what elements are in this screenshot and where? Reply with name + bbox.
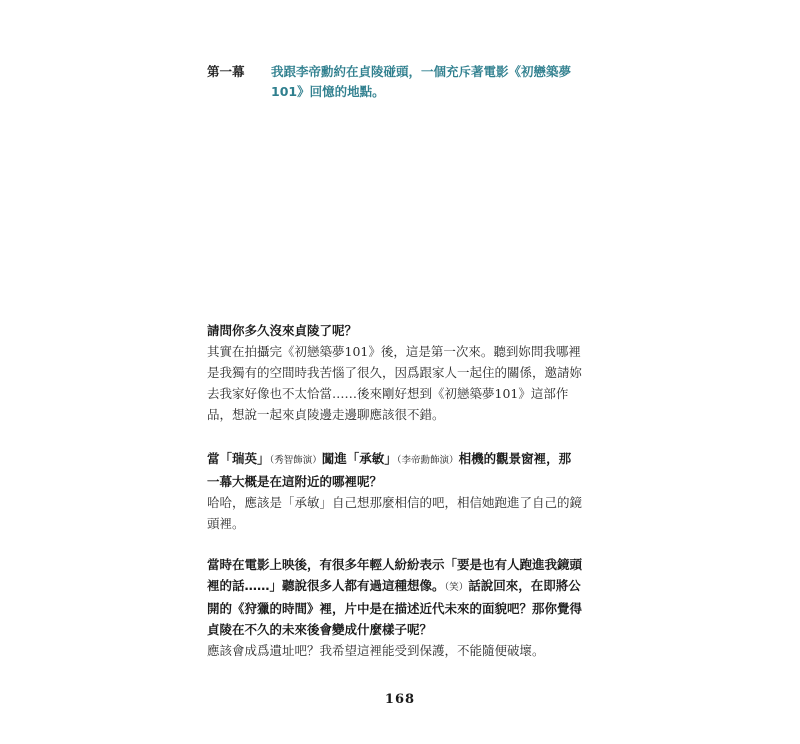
chapter-label: 第一幕 (207, 64, 245, 79)
qa-block-3 (207, 554, 582, 661)
question-2-part-2: 闖進「承敏」 (321, 451, 397, 466)
answer-3: 應該會成爲遺址吧？我希望這裡能受到保護，不能隨便破壞。 (207, 643, 545, 658)
question-2-note-1: （秀智飾演） (269, 455, 322, 466)
question-3-part-2: 話說回來，在即將公開的《狩獵的時間》裡，片中是在描述近代未來的面貌吧？那你覺得貞陵在不久的未來後會變成什麼樣子呢？ (207, 578, 583, 637)
question-3-note: （笑） (444, 582, 469, 593)
qa-block-2 (207, 448, 582, 534)
chapter-title: 我跟李帝勳約在貞陵碰頭，一個充斥著電影《初戀築夢101》回憶的地點。 (271, 64, 572, 99)
page-number: 168 (384, 692, 416, 707)
answer-2: 哈哈，應該是「承敏」自己想那麼相信的吧，相信她跑進了自己的鏡頭裡。 (207, 495, 583, 531)
chapter-header (207, 62, 607, 102)
question-3 (207, 554, 582, 640)
question-2-note-2: （李帝勳飾演） (396, 455, 459, 466)
question-2-part-3: 相機的觀景窗裡，那一幕大概是在這附近的哪裡呢？ (207, 451, 572, 489)
qa-block-1 (207, 320, 582, 425)
question-3-part-1: 當時在電影上映後，有很多年輕人紛紛表示「要是也有人跑進我鏡頭裡的話……」聽說很多人都有過這種想像。 (207, 557, 583, 593)
question-2-part-1: 當「瑞英」 (207, 451, 270, 466)
question-2 (207, 448, 582, 492)
question-1: 請問你多久沒來貞陵了呢？ (207, 323, 358, 338)
answer-1: 其實在拍攝完《初戀築夢101》後，這是第一次來。聽到妳問我哪裡是我獨有的空間時我苦惱了很久，因爲跟家人一起住的關係，邀請妳去我家好像也不太恰當……後來剛好想到《初戀築夢101》這部作品，想說一起來貞陵邊走邊聊應該很不錯。 (207, 344, 583, 422)
